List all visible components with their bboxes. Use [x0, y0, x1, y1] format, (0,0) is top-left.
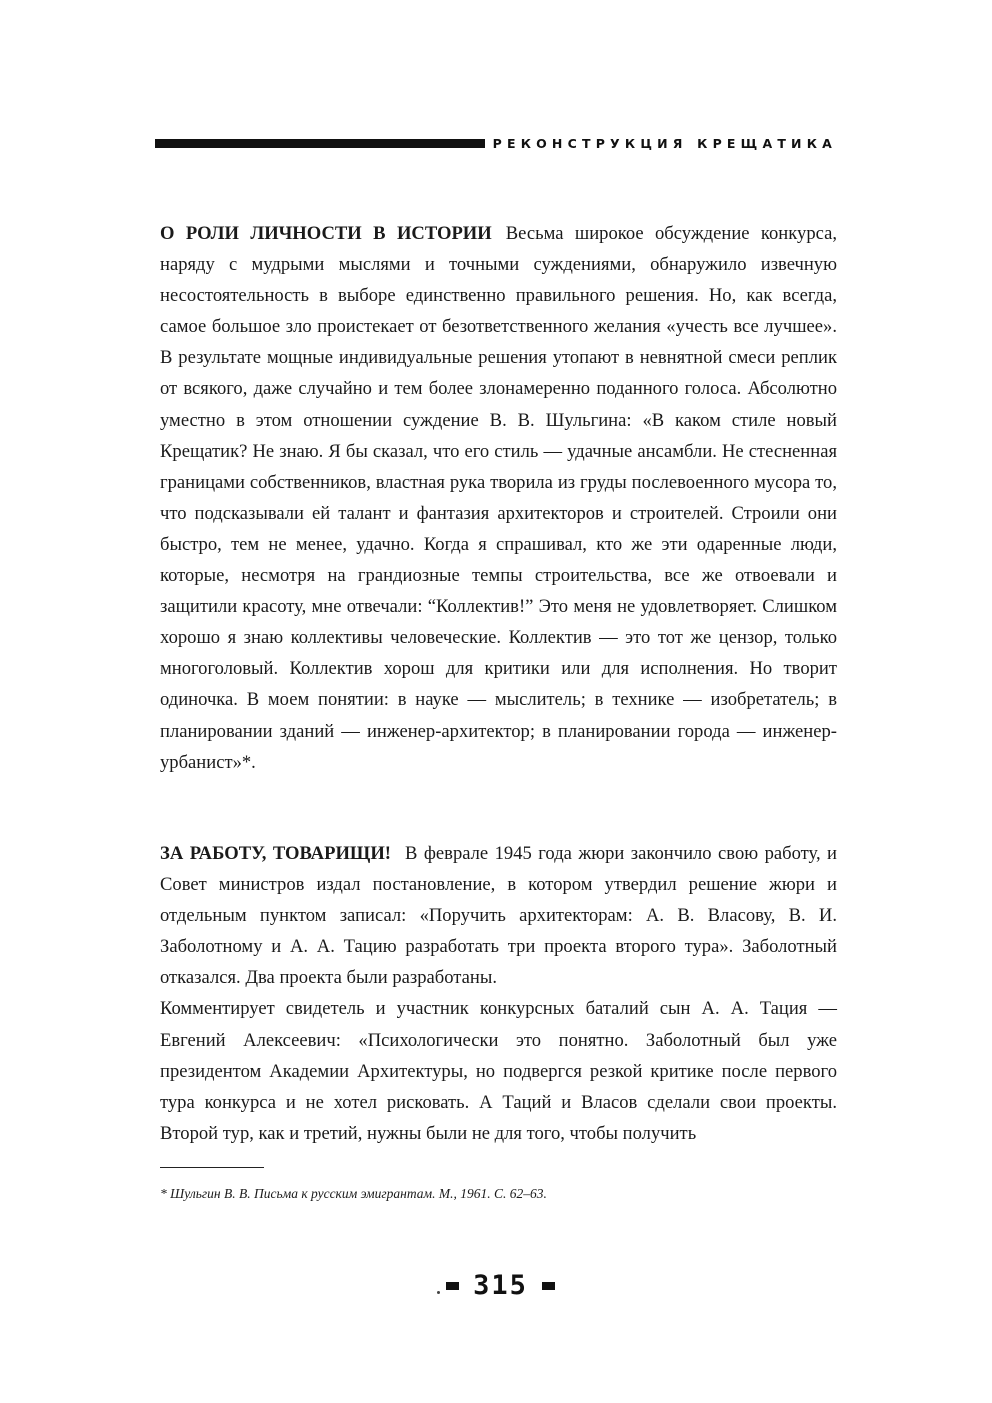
section-two-paragraph-2: Комментирует свидетель и участник конкурсных баталий сын А. А. Тация — Евгений Алексеевич: «Психологически это понятно. Заболотный был уже президентом Академии Архитектуры, но подвергся резкой критике после первого тура конкурса и не хотел рисковать. А Таций и Власов сделали свои проекты. Второй тур, как и третий, нужны были не для того, чтобы получить	[160, 998, 837, 1144]
running-head	[155, 132, 837, 154]
section-one-paragraph	[160, 218, 837, 778]
page-number: 315	[473, 1270, 528, 1301]
section-one-title: О РОЛИ ЛИЧНОСТИ В ИСТОРИИ	[160, 223, 492, 244]
section-two-title: ЗА РАБОТУ, ТОВАРИЩИ!	[160, 843, 392, 864]
folio-right-block	[542, 1282, 555, 1290]
folio-dot	[437, 1291, 440, 1294]
page-folio	[0, 1270, 992, 1301]
running-head-title: РЕКОНСТРУКЦИЯ КРЕЩАТИКА	[492, 135, 837, 151]
folio-left-block	[446, 1282, 459, 1290]
section-get-to-work	[160, 838, 837, 1149]
section-one-body: Весьма широкое обсуждение конкурса, наряду с мудрыми мыслями и точными суждениями, обнаружило извечную несостоятельность в выборе единственно правильного решения. Но, как всегда, самое большое зло проистекает от безответственного желания «учесть все лучшее». В результате мощные индивидуальные решения утопают в невнятной смеси реплик от всякого, даже случайно и тем более злонамеренно поданного голоса. Абсолютно уместно в этом отношении суждение В. В. Шульгина: «В каком стиле новый Крещатик? Не знаю. Я бы сказал, что его стиль — удачные ансамбли. Не стесненная границами собственников, властная рука творила из груды послевоенного мусора то, что подсказывали ей талант и фантазия архитекторов и строителей. Строили они быстро, тем не менее, удачно. Когда я спрашивал, кто же эти одаренные люди, которые, несмотря на грандиозные темпы строительства, все же отвоевали и защитили красоту, мне отвечали: “Коллектив!” Это меня не удовлетворяет. Слишком хорошо я знаю коллективы человеческие. Коллектив — это тот же цензор, только многоголовый. Коллектив хорош для критики или для исполнения. Но творит одиночка. В моем понятии: в науке — мыслитель; в технике — изобретатель; в планировании зданий — инженер-архитектор; в планировании города — инженер-урбанист»*.	[160, 223, 838, 773]
running-head-bar	[155, 139, 485, 148]
footnote-divider	[160, 1167, 264, 1168]
section-historical-personality	[160, 218, 837, 778]
footnote: * Шульгин В. В. Письма к русским эмигрантам. М., 1961. С. 62–63.	[160, 1186, 547, 1201]
section-two-body-1: В феврале 1945 года жюри закончило свою работу, и Совет министров издал постановление, в котором утвердил решение жюри и отдельным пунктом записал: «Поручить архитекторам: А. В. Власову, В. И. Заболотному и А. А. Тацию разработать три проекта второго тура». Заболотный отказался. Два проекта были разработаны.	[160, 843, 837, 989]
section-two-paragraph-1	[160, 838, 837, 993]
